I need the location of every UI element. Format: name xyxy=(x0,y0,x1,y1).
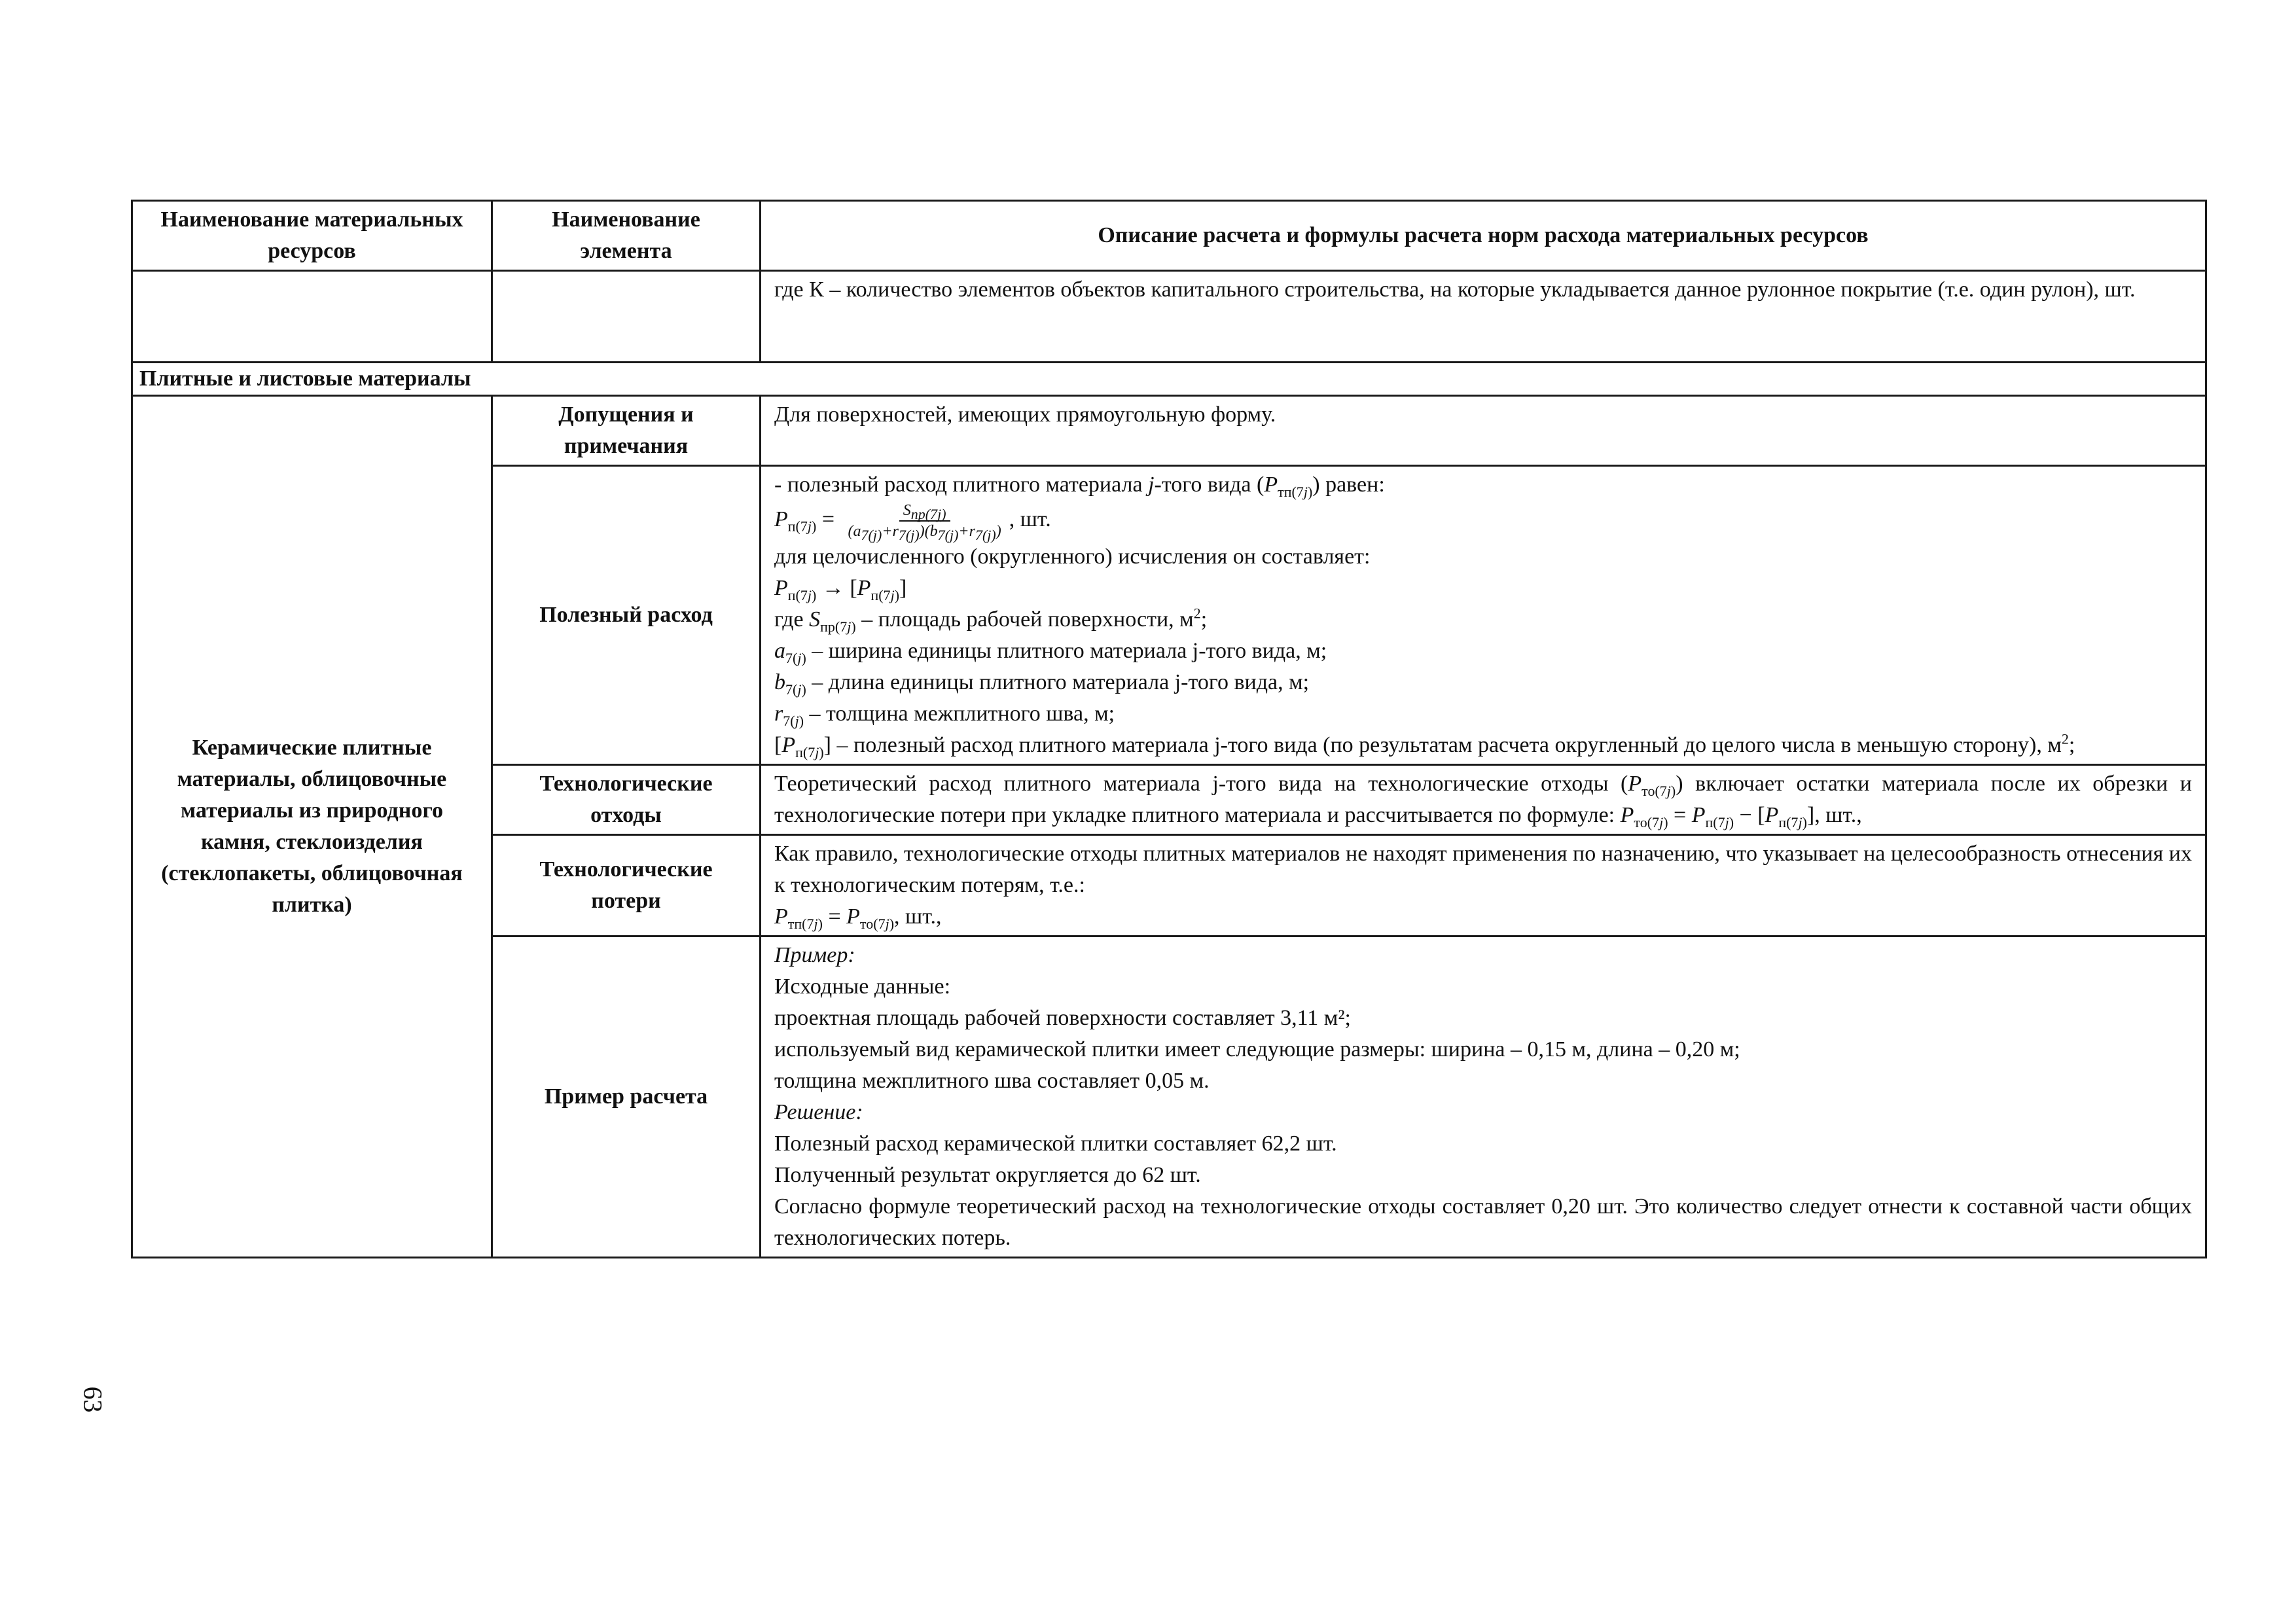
useful-line-8: $r_{7(j)}$ – толщина межплитного шва, м; xyxy=(774,702,1115,729)
example-line-7: Полученный результат округляется до 62 шт. xyxy=(774,1163,1201,1187)
example-line-6: Полезный расход керамической плитки составляет 62,2 шт. xyxy=(774,1132,1337,1156)
useful-line-9: $[P_{п(7j)}]$ – полезный расход плитного материала j-того вида (по результатам расчета округленный до целого числа в меньшую сторону), $м^2$; xyxy=(774,730,2075,760)
example-line-8: Согласно формуле теоретический расход на технологические отходы составляет 0,20 шт. Это количество следует отнести к составной части общих технологических потерь. xyxy=(774,1194,2192,1250)
norms-table xyxy=(131,200,2207,1258)
page-number: 63 xyxy=(78,1386,108,1413)
useful-line-5: где $S_{пр(7j)}$ – площадь рабочей поверхности, $м^2$; xyxy=(774,605,1208,635)
header-element-name: Наименование элемента xyxy=(492,201,761,271)
carryover-empty-1 xyxy=(132,271,492,363)
carryover-row xyxy=(132,271,2206,363)
formula-fraction: $\frac{S_{пр(7j)}}{(a_{7(j)}+r_{7(j)})(b_{7(j)}+r_{7(j)})}$ xyxy=(848,502,1001,543)
section-row xyxy=(132,363,2206,396)
header-material-name: Наименование материальных ресурсов xyxy=(132,201,492,271)
example-line-3: используемый вид керамической плитки имеет следующие размеры: ширина – 0,15 м, длина – 0,20 м; xyxy=(774,1037,1740,1061)
carryover-text: где К – количество элементов объектов капитального строительства, на которые укладывается данное рулонное покрытие (т.е. один рулон), шт. xyxy=(761,271,2206,363)
assumptions-text: Для поверхностей, имеющих прямоугольную форму. xyxy=(761,396,2206,466)
example-line-5: Решение: xyxy=(774,1100,863,1124)
useful-text xyxy=(761,466,2206,765)
example-label: Пример расчета xyxy=(492,936,761,1258)
table-header-row xyxy=(132,201,2206,271)
useful-line-7: $b_{7(j)}$ – длина единицы плитного материала j-того вида, м; xyxy=(774,670,1310,698)
useful-line-3: для целочисленного (округленного) исчисления он составляет: xyxy=(774,544,1371,569)
useful-formula: $P_{п(7j)}$ = $\frac{S_{пр(7j)}}{(a_{7(j)}+r_{7(j)})(b_{7(j)}+r_{7(j)})}$ , шт. xyxy=(774,502,1051,543)
example-text xyxy=(761,936,2206,1258)
carryover-empty-2 xyxy=(492,271,761,363)
material-name: Керамические плитные материалы, облицовочные материалы из природного камня, стеклоизделия (стеклопакеты, облицовочная плитка) xyxy=(132,396,492,1258)
useful-line-6: $a_{7(j)}$ – ширина единицы плитного материала j-того вида, м; xyxy=(774,639,1327,666)
assumptions-row xyxy=(132,396,2206,466)
losses-text: Как правило, технологические отходы плитных материалов не находят применения по назначению, что указывает на целесообразность отнесения их к технологическим потерям, т.е.: $P_{тп(7j)} = P_{то(7j)}$, шт., xyxy=(761,835,2206,936)
waste-text: Теоретический расход плитного материала j-того вида на технологические отходы $(P_{то(7j)})$ включает остатки материала после их обрезки и технологические потери при укладке плитного материала и рассчитывается по формуле: $P_{то(7j)} = P_{п(7j)} - [P_{п(7j)}]$, шт., xyxy=(761,765,2206,835)
example-line-0: Пример: xyxy=(774,943,855,967)
useful-line-4: $P_{п(7j)} \to [P_{п(7j)}]$ xyxy=(774,576,907,603)
useful-line-1: - полезный расход плитного материала j-того вида $(P_{тп(7j)})$ равен: xyxy=(774,473,1385,500)
header-description: Описание расчета и формулы расчета норм расхода материальных ресурсов xyxy=(761,201,2206,271)
useful-label: Полезный расход xyxy=(492,466,761,765)
example-line-2: проектная площадь рабочей поверхности составляет 3,11 м²; xyxy=(774,1006,1351,1030)
assumptions-label: Допущения и примечания xyxy=(492,396,761,466)
waste-label: Технологические отходы xyxy=(492,765,761,835)
example-line-1: Исходные данные: xyxy=(774,974,951,999)
example-line-4: толщина межплитного шва составляет 0,05 м. xyxy=(774,1069,1210,1093)
losses-label: Технологические потери xyxy=(492,835,761,936)
section-title: Плитные и листовые материалы xyxy=(132,363,2206,396)
